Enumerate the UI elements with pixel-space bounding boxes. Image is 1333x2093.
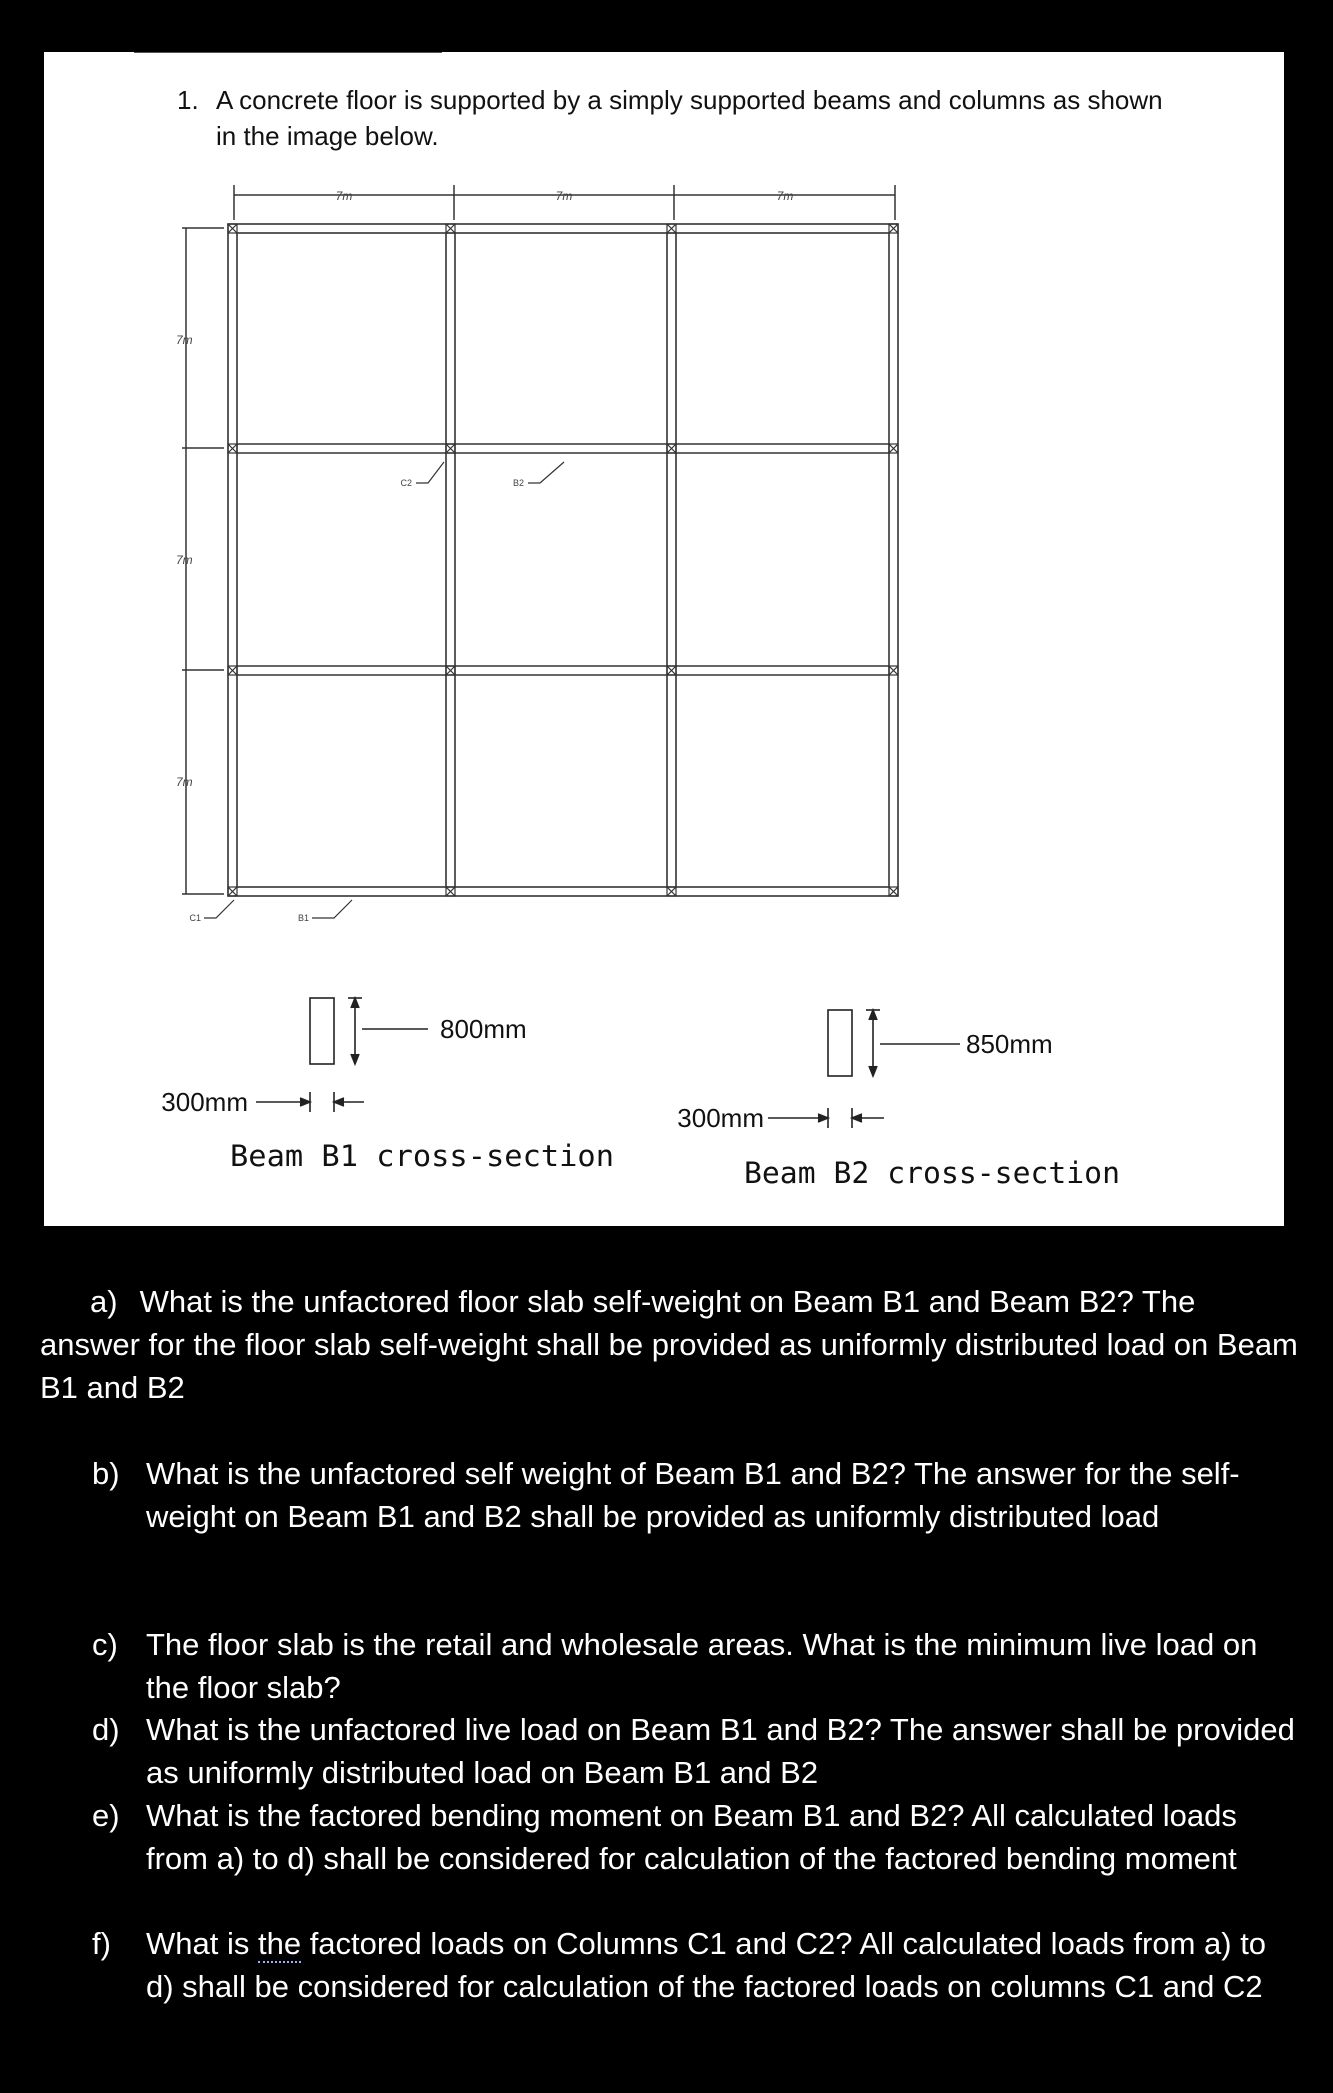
label-c2: C2 xyxy=(400,478,412,488)
sub-question-a xyxy=(40,1280,1300,1409)
sub-question-text xyxy=(146,1922,1296,2008)
sub-question-label: d) xyxy=(92,1712,120,1747)
top-dim-3: 7m xyxy=(776,189,794,203)
sub-question-label: c) xyxy=(92,1627,118,1662)
sub-question-text: The floor slab is the retail and wholesale areas. What is the minimum live load on the floor slab? xyxy=(146,1627,1258,1705)
b1-caption: Beam B1 cross-section xyxy=(230,1139,614,1173)
sub-question-text: What is the unfactored self weight of Beam B1 and B2? The answer for the self-weight on Beam B1 and B2 shall be provided as uniformly distributed load xyxy=(146,1456,1240,1534)
top-dim-1: 7m xyxy=(335,189,353,203)
side-dim-2: 7m xyxy=(176,553,193,567)
sub-question-text: What is the factored bending moment on Beam B1 and B2? All calculated loads from a) to d) shall be considered for calculation of the factored bending moment xyxy=(146,1798,1237,1876)
question-text: A concrete floor is supported by a simply supported beams and columns as shown in the image below. xyxy=(216,85,1163,151)
sub-question-label: e) xyxy=(92,1798,120,1833)
sub-question-label: f) xyxy=(92,1926,111,1961)
b1-width-label: 300mm xyxy=(161,1087,248,1117)
spellcheck-underlined-word: the xyxy=(257,1926,302,1961)
side-dim-3: 7m xyxy=(176,775,193,789)
sub-question-text: What is the unfactored floor slab self-weight on Beam B1 and Beam B2? The answer for the floor slab self-weight shall be provided as uniformly distributed load on Beam B1 and B2 xyxy=(40,1284,1298,1405)
label-b1: B1 xyxy=(297,913,309,923)
side-dim-1: 7m xyxy=(176,333,193,347)
label-b2: B2 xyxy=(512,478,524,488)
sub-question-label: a) xyxy=(90,1284,118,1319)
text-post: factored loads on Columns C1 and C2? All calculated loads from a) to d) shall be considered for calculation of the factored loads on columns C1 and C2 xyxy=(146,1926,1267,2004)
sub-question-text: What is the unfactored live load on Beam B1 and B2? The answer shall be provided as uniformly distributed load on Beam B1 and B2 xyxy=(146,1712,1295,1790)
text-pre: What is xyxy=(146,1926,258,1961)
sub-question-label: b) xyxy=(92,1456,120,1491)
top-dim-2: 7m xyxy=(555,189,573,203)
label-c1: C1 xyxy=(189,913,201,923)
question-number: 1. xyxy=(177,85,199,115)
b2-depth-label: 850mm xyxy=(966,1029,1053,1059)
b2-width-label: 300mm xyxy=(677,1103,764,1133)
b2-caption: Beam B2 cross-section xyxy=(744,1156,1120,1190)
b1-depth-label: 800mm xyxy=(440,1014,527,1044)
